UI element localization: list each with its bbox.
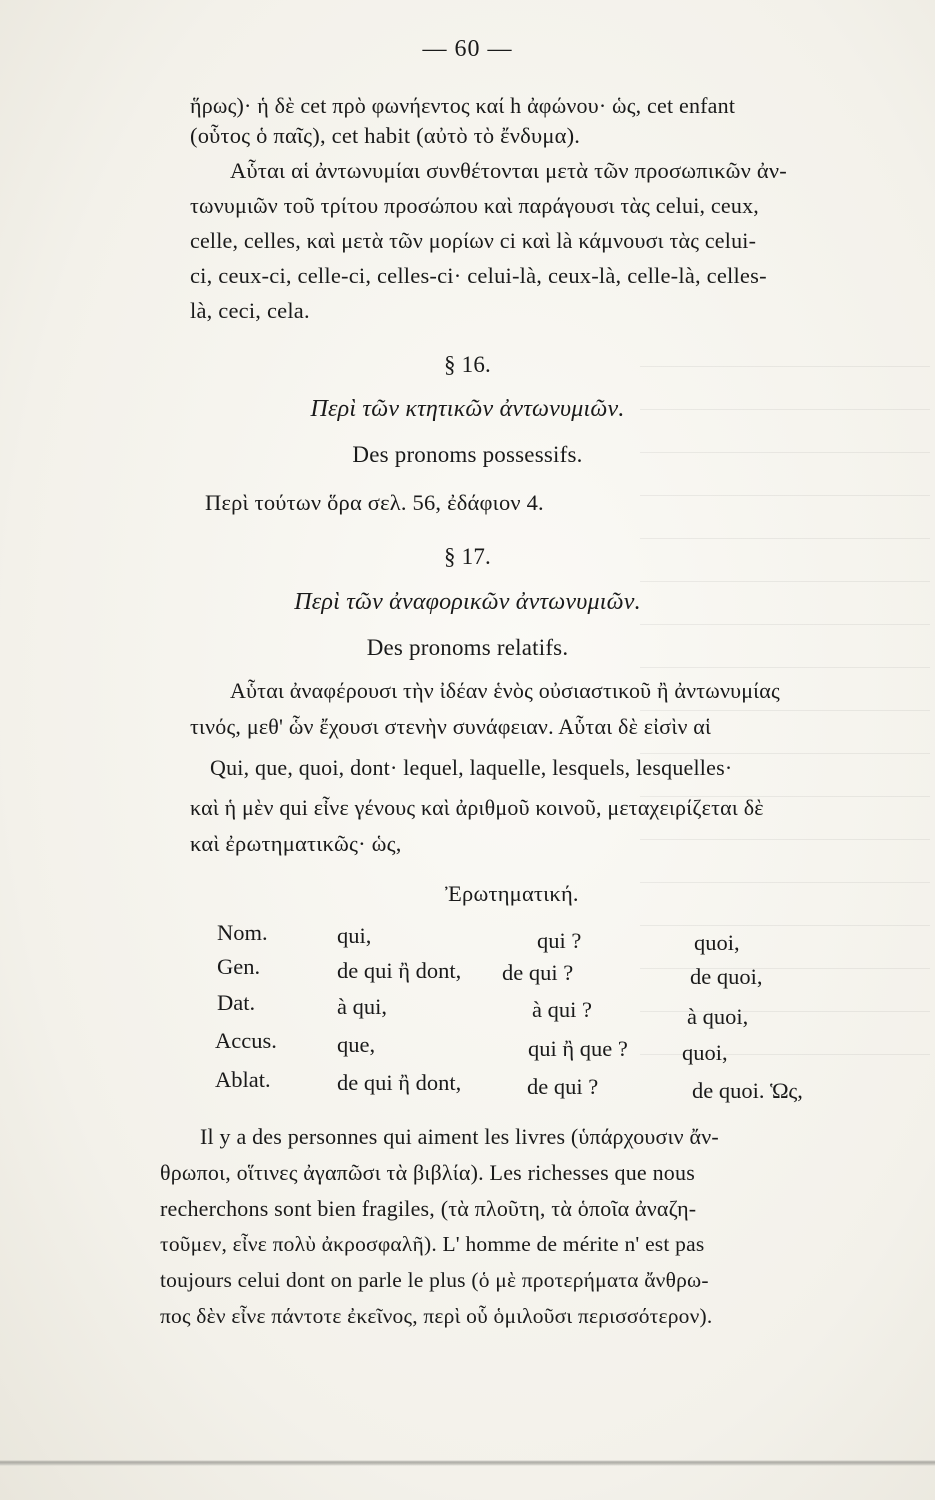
relative-form: à qui,	[337, 994, 387, 1019]
interrogative-form: de qui ?	[502, 960, 574, 985]
neuter-form: de quoi. Ὡς,	[692, 1078, 803, 1103]
case-label: Nom.	[217, 920, 268, 945]
section-16-reference: Περὶ τούτων ὅρα σελ. 56, ἐδάφιον 4.	[205, 490, 544, 515]
para2-line-1: Αὗται αἱ ἀντωνυμίαι συνθέτονται μετὰ τῶν προσωπικῶν ἀν-	[230, 158, 787, 183]
interrogative-form: qui ?	[537, 928, 582, 953]
case-label: Accus.	[215, 1028, 277, 1053]
para4-line-1: Il y a des personnes qui aiment les livres (ὑπάρχουσιν ἄν-	[200, 1124, 719, 1149]
case-label: Dat.	[217, 990, 256, 1015]
neuter-form: quoi,	[682, 1040, 728, 1065]
para2-line-5: là, ceci, cela.	[190, 298, 310, 323]
para4-line-3: recherchons sont bien fragiles, (τὰ πλοῦτη, τὰ ὁποῖα ἀναζη-	[160, 1196, 697, 1221]
section-16-greek-title: Περὶ τῶν κτητικῶν ἀντωνυμιῶν.	[310, 396, 625, 422]
interrogative-form: à qui ?	[532, 997, 592, 1022]
interrogative-label: Ἐρωτηματική.	[445, 881, 579, 906]
para3-line-1: Αὗται ἀναφέρουσι τὴν ἰδέαν ἑνὸς οὐσιαστικοῦ ἢ ἀντωνυμίας	[230, 678, 780, 703]
para4-line-5: toujours celui dont on parle le plus (ὁ μὲ προτερήματα ἄνθρω-	[160, 1268, 709, 1292]
para3-line-3: Qui, que, quoi, dont· lequel, laquelle, lesquels, lesquelles·	[210, 755, 733, 780]
section-16-french-title: Des pronoms possessifs.	[352, 442, 583, 467]
declension-table	[212, 922, 812, 1112]
para1-line-1: ἥρως)· ἡ δὲ cet πρὸ φωνήεντος καί h ἀφώνου· ὡς, cet enfant	[190, 93, 736, 118]
case-label: Ablat.	[215, 1067, 271, 1092]
para2-line-2: τωνυμιῶν τοῦ τρίτου προσώπου καὶ παράγουσι τὰς celui, ceux,	[190, 193, 759, 218]
para4-line-2: θρωποι, οἵτινες ἀγαπῶσι τὰ βιβλία). Les richesses que nous	[160, 1160, 695, 1185]
section-16-number: § 16.	[444, 352, 491, 377]
neuter-form: quoi,	[694, 930, 740, 955]
neuter-form: de quoi,	[690, 964, 763, 989]
section-17-french-title: Des pronoms relatifs.	[366, 635, 569, 660]
case-label: Gen.	[217, 954, 261, 979]
relative-form: que,	[337, 1032, 376, 1057]
para1-line-2: (οὗτος ὁ παῖς), cet habit (αὐτὸ τὸ ἔνδυμα).	[190, 123, 581, 148]
section-17-number: § 17.	[444, 544, 491, 569]
para3-line-4: καὶ ἡ μὲν qui εἶνε γένους καὶ ἀριθμοῦ κοινοῦ, μεταχειρίζεται δὲ	[190, 795, 764, 820]
relative-form: qui,	[337, 923, 372, 948]
interrogative-form: de qui ?	[527, 1074, 599, 1099]
para3-line-2: τινός, μεθ' ὧν ἔχουσι στενὴν συνάφειαν. Αὗται δὲ εἰσὶν αἱ	[190, 714, 712, 739]
para3-line-5: καὶ ἐρωτηματικῶς· ὡς,	[190, 831, 402, 856]
para4-line-4: τοῦμεν, εἶνε πολὺ ἀκροσφαλῆ). L' homme de mérite n' est pas	[160, 1232, 705, 1256]
relative-form: de qui ἢ dont,	[337, 1070, 462, 1095]
para2-line-3: celle, celles, καὶ μετὰ τῶν μορίων ci καὶ là κάμνουσι τὰς celui-	[190, 228, 757, 253]
interrogative-form: qui ἢ que ?	[528, 1036, 628, 1061]
page-number: — 60 —	[422, 36, 513, 62]
section-17-greek-title: Περὶ τῶν ἀναφορικῶν ἀντωνυμιῶν.	[294, 589, 641, 615]
scan-edge-line	[0, 1460, 935, 1466]
neuter-form: à quoi,	[687, 1004, 749, 1029]
para4-line-6: πος δὲν εἶνε πάντοτε ἐκεῖνος, περὶ οὗ ὁμιλοῦσι περισσότερον).	[160, 1304, 713, 1328]
para2-line-4: ci, ceux-ci, celle-ci, celles-ci· celui-là, ceux-là, celle-là, celles-	[190, 263, 767, 288]
relative-form: de qui ἢ dont,	[337, 958, 462, 983]
